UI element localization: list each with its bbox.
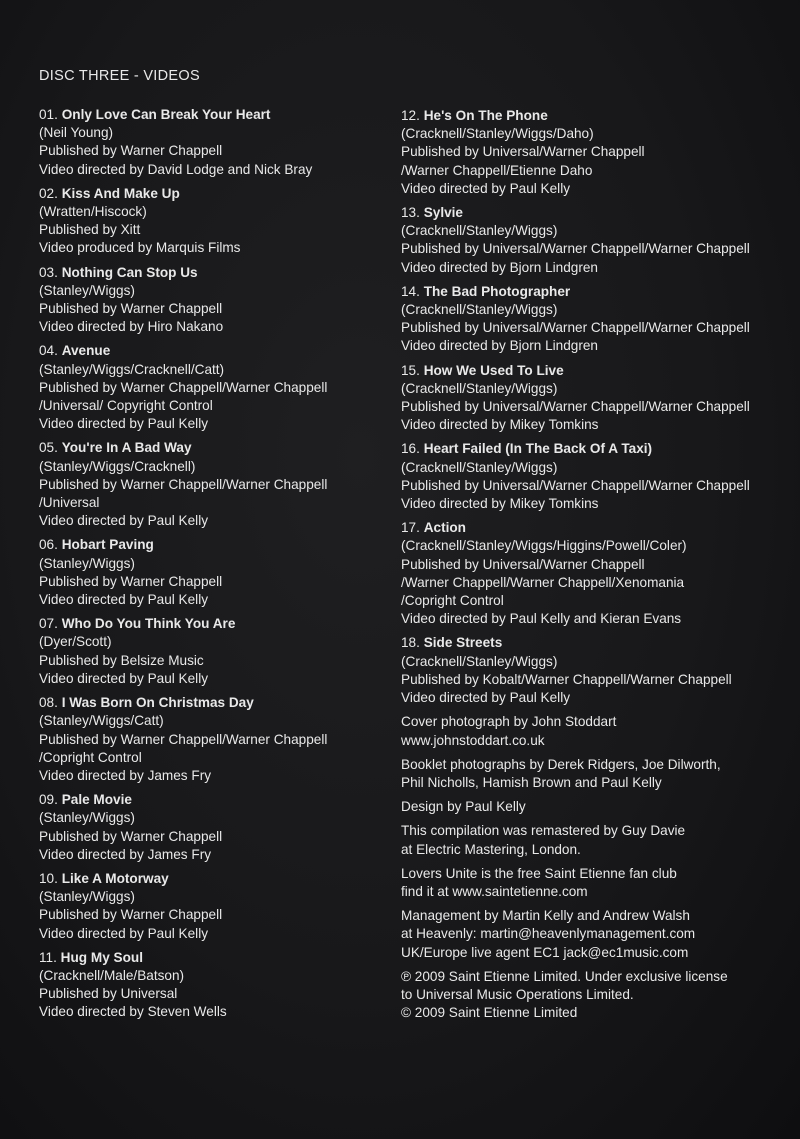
track-credit-line: (Stanley/Wiggs/Cracknell/Catt) (39, 361, 225, 377)
credit-paragraph (401, 968, 781, 1023)
track-credit-line: (Cracknell/Stanley/Wiggs) (401, 380, 558, 396)
track-title: Only Love Can Break Your Heart (61, 107, 271, 122)
track-entry (39, 264, 399, 337)
track-number: 10. (39, 870, 62, 886)
track-credit-line: Video directed by Hiro Nakano (39, 319, 224, 335)
track-credit-line: Video directed by Mikey Tomkins (401, 417, 599, 433)
track-title-line (39, 870, 399, 888)
track-credit-line: /Universal/ Copyright Control (39, 398, 213, 414)
track-credit-line: (Stanley/Wiggs/Catt) (39, 713, 164, 729)
track-entry (39, 870, 399, 943)
track-number: 01. (39, 107, 62, 122)
credit-line: This compilation was remastered by Guy Davie (401, 823, 686, 839)
track-title: Kiss And Make Up (61, 185, 180, 201)
track-title: The Bad Photographer (423, 283, 571, 299)
track-title: Side Streets (423, 635, 503, 651)
track-title: Avenue (61, 343, 111, 359)
track-credit-line: Published by Universal/Warner Chappell/Warner Chappell (401, 477, 750, 493)
track-title-line (39, 342, 399, 360)
track-entry (401, 204, 781, 277)
track-credit-line: (Cracknell/Male/Batson) (39, 967, 185, 983)
track-credit-line: Video directed by Paul Kelly (401, 690, 571, 706)
track-number: 07. (39, 616, 62, 632)
track-list-right (401, 107, 781, 1028)
track-credit-line: Published by Belsize Music (39, 652, 204, 668)
credit-paragraph (401, 798, 781, 816)
track-entry (401, 362, 781, 435)
track-credit-line: (Cracknell/Stanley/Wiggs/Daho) (401, 126, 594, 142)
track-credit-line: (Stanley/Wiggs) (39, 889, 135, 905)
track-credit-line: /Warner Chappell/Warner Chappell/Xenomania (401, 574, 685, 590)
track-credit-line: Video directed by James Fry (39, 846, 212, 862)
track-credit-line: (Wratten/Hiscock) (39, 204, 147, 220)
track-credit-line: Video directed by Bjorn Lindgren (401, 338, 598, 354)
track-credit-line: Video directed by Paul Kelly (401, 180, 571, 196)
track-credit-line: (Cracknell/Stanley/Wiggs) (401, 223, 558, 239)
track-title-line (401, 362, 781, 380)
credit-line: at Electric Mastering, London. (401, 841, 581, 857)
track-entry (401, 634, 781, 707)
credit-line: UK/Europe live agent EC1 jack@ec1music.com (401, 944, 689, 960)
track-list-left (39, 106, 399, 1028)
credit-line: www.johnstoddart.co.uk (401, 732, 545, 748)
track-title-line (401, 440, 781, 458)
track-credit-line: Published by Warner Chappell (39, 143, 223, 159)
track-entry (39, 185, 399, 258)
track-number: 08. (39, 695, 62, 711)
track-entry (401, 283, 781, 356)
track-entry (39, 536, 399, 609)
track-credit-line: (Neil Young) (39, 125, 114, 141)
track-entry (39, 439, 399, 530)
track-title-line (39, 694, 399, 712)
track-credit-line: (Stanley/Wiggs) (39, 555, 135, 571)
track-number: 09. (39, 792, 62, 808)
track-title: Like A Motorway (61, 870, 169, 886)
track-number: 18. (401, 635, 424, 651)
credit-line: Management by Martin Kelly and Andrew Walsh (401, 908, 690, 924)
track-credit-line: Published by Warner Chappell/Warner Chappell (39, 379, 328, 395)
track-credit-line: Video directed by Mikey Tomkins (401, 496, 599, 512)
track-credit-line: Video directed by Paul Kelly (39, 670, 209, 686)
track-title: Hug My Soul (60, 949, 143, 965)
track-credit-line: (Stanley/Wiggs) (39, 810, 135, 826)
track-credit-line: /Universal (39, 495, 100, 511)
track-credit-line: Published by Universal/Warner Chappell (401, 556, 645, 572)
track-title: Sylvie (423, 205, 463, 221)
track-number: 03. (39, 264, 62, 280)
track-entry (39, 106, 399, 179)
track-title: Action (423, 520, 466, 536)
track-credit-line: Published by Warner Chappell (39, 301, 223, 317)
credit-paragraph (401, 713, 781, 749)
track-title-line (39, 615, 399, 633)
track-title: He's On The Phone (423, 108, 548, 123)
credit-paragraph (401, 756, 781, 792)
track-credit-line: Video produced by Marquis Films (39, 240, 241, 256)
track-title: I Was Born On Christmas Day (61, 695, 254, 711)
track-title-line (39, 185, 399, 203)
track-credit-line: Published by Universal/Warner Chappell (401, 144, 645, 160)
track-title-line (39, 439, 399, 457)
track-credit-line: Published by Universal (39, 986, 178, 1002)
track-title-line (39, 106, 399, 124)
track-number: 13. (401, 205, 424, 221)
track-credit-line: Video directed by Paul Kelly (39, 925, 209, 941)
track-number: 04. (39, 343, 62, 359)
track-credit-line: (Dyer/Scott) (39, 634, 112, 650)
track-credit-line: Published by Warner Chappell/Warner Chappell (39, 731, 328, 747)
track-title-line (401, 519, 781, 537)
track-list-right-entries (401, 107, 781, 707)
track-credit-line: /Warner Chappell/Etienne Daho (401, 162, 593, 178)
track-title-line (401, 107, 781, 125)
track-title: Pale Movie (61, 792, 132, 808)
credit-line: Cover photograph by John Stoddart (401, 714, 617, 730)
track-credit-line: (Cracknell/Stanley/Wiggs/Higgins/Powell/Coler) (401, 538, 687, 554)
track-credit-line: Published by Universal/Warner Chappell/Warner Chappell (401, 399, 750, 415)
track-credit-line: Published by Warner Chappell (39, 907, 223, 923)
track-credit-line: Video directed by Paul Kelly (39, 416, 209, 432)
track-credit-line: Video directed by Steven Wells (39, 1004, 227, 1020)
track-credit-line: Video directed by Paul Kelly and Kieran Evans (401, 611, 682, 627)
track-number: 02. (39, 185, 62, 201)
track-number: 06. (39, 537, 62, 553)
track-number: 12. (401, 108, 424, 123)
track-credit-line: (Stanley/Wiggs) (39, 282, 135, 298)
track-credit-line: /Copright Control (39, 749, 142, 765)
track-number: 05. (39, 440, 62, 456)
track-credit-line: (Cracknell/Stanley/Wiggs) (401, 459, 558, 475)
credit-line: Lovers Unite is the free Saint Etienne fan club (401, 865, 677, 881)
track-credit-line: Published by Warner Chappell/Warner Chappell (39, 476, 328, 492)
track-title-line (39, 949, 399, 967)
track-credit-line: Video directed by Paul Kelly (39, 592, 209, 608)
credit-line: ℗ 2009 Saint Etienne Limited. Under exclusive license (401, 968, 728, 984)
track-title-line (39, 791, 399, 809)
section-heading: DISC THREE - VIDEOS (39, 68, 200, 84)
credit-paragraph (401, 865, 781, 901)
track-entry (39, 791, 399, 864)
credit-line: Phil Nicholls, Hamish Brown and Paul Kelly (401, 774, 662, 790)
track-credit-line: Published by Warner Chappell (39, 573, 223, 589)
credits-block (401, 713, 781, 1022)
credit-line: to Universal Music Operations Limited. (401, 986, 634, 1002)
track-entry (39, 694, 399, 785)
track-credit-line: (Cracknell/Stanley/Wiggs) (401, 653, 558, 669)
track-credit-line: Published by Universal/Warner Chappell/Warner Chappell (401, 241, 750, 257)
credit-line: at Heavenly: martin@heavenlymanagement.com (401, 926, 696, 942)
track-entry (39, 949, 399, 1022)
track-credit-line: Video directed by David Lodge and Nick Bray (39, 161, 313, 177)
track-title: How We Used To Live (423, 362, 564, 378)
track-title: Heart Failed (In The Back Of A Taxi) (423, 441, 653, 457)
track-entry (401, 440, 781, 513)
track-credit-line: Published by Universal/Warner Chappell/Warner Chappell (401, 320, 750, 336)
track-title: Nothing Can Stop Us (61, 264, 198, 280)
track-title-line (39, 264, 399, 282)
track-credit-line: /Copright Control (401, 593, 504, 609)
track-credit-line: Published by Warner Chappell (39, 828, 223, 844)
track-title: Hobart Paving (61, 537, 154, 553)
track-entry (39, 615, 399, 688)
track-number: 11. (39, 949, 61, 965)
credit-paragraph (401, 907, 781, 962)
track-credit-line: Video directed by Paul Kelly (39, 513, 209, 529)
track-credit-line: (Cracknell/Stanley/Wiggs) (401, 302, 558, 318)
credit-line: find it at www.saintetienne.com (401, 883, 588, 899)
credit-paragraph (401, 822, 781, 858)
track-title: Who Do You Think You Are (61, 616, 236, 632)
credit-line: Design by Paul Kelly (401, 799, 526, 815)
track-credit-line: (Stanley/Wiggs/Cracknell) (39, 458, 196, 474)
track-credit-line: Published by Xitt (39, 222, 141, 238)
track-credit-line: Published by Kobalt/Warner Chappell/Warner Chappell (401, 671, 732, 687)
credit-line: Booklet photographs by Derek Ridgers, Joe Dilworth, (401, 756, 721, 772)
track-entry (401, 107, 781, 198)
track-title-line (401, 204, 781, 222)
track-entry (401, 519, 781, 628)
track-number: 16. (401, 441, 424, 457)
track-number: 17. (401, 520, 424, 536)
track-number: 15. (401, 362, 424, 378)
track-credit-line: Video directed by Bjorn Lindgren (401, 259, 598, 275)
credit-line: © 2009 Saint Etienne Limited (401, 1005, 578, 1021)
track-title: You're In A Bad Way (61, 440, 192, 456)
track-title-line (401, 634, 781, 652)
track-credit-line: Video directed by James Fry (39, 767, 212, 783)
track-entry (39, 342, 399, 433)
track-number: 14. (401, 283, 424, 299)
track-title-line (401, 283, 781, 301)
track-title-line (39, 536, 399, 554)
